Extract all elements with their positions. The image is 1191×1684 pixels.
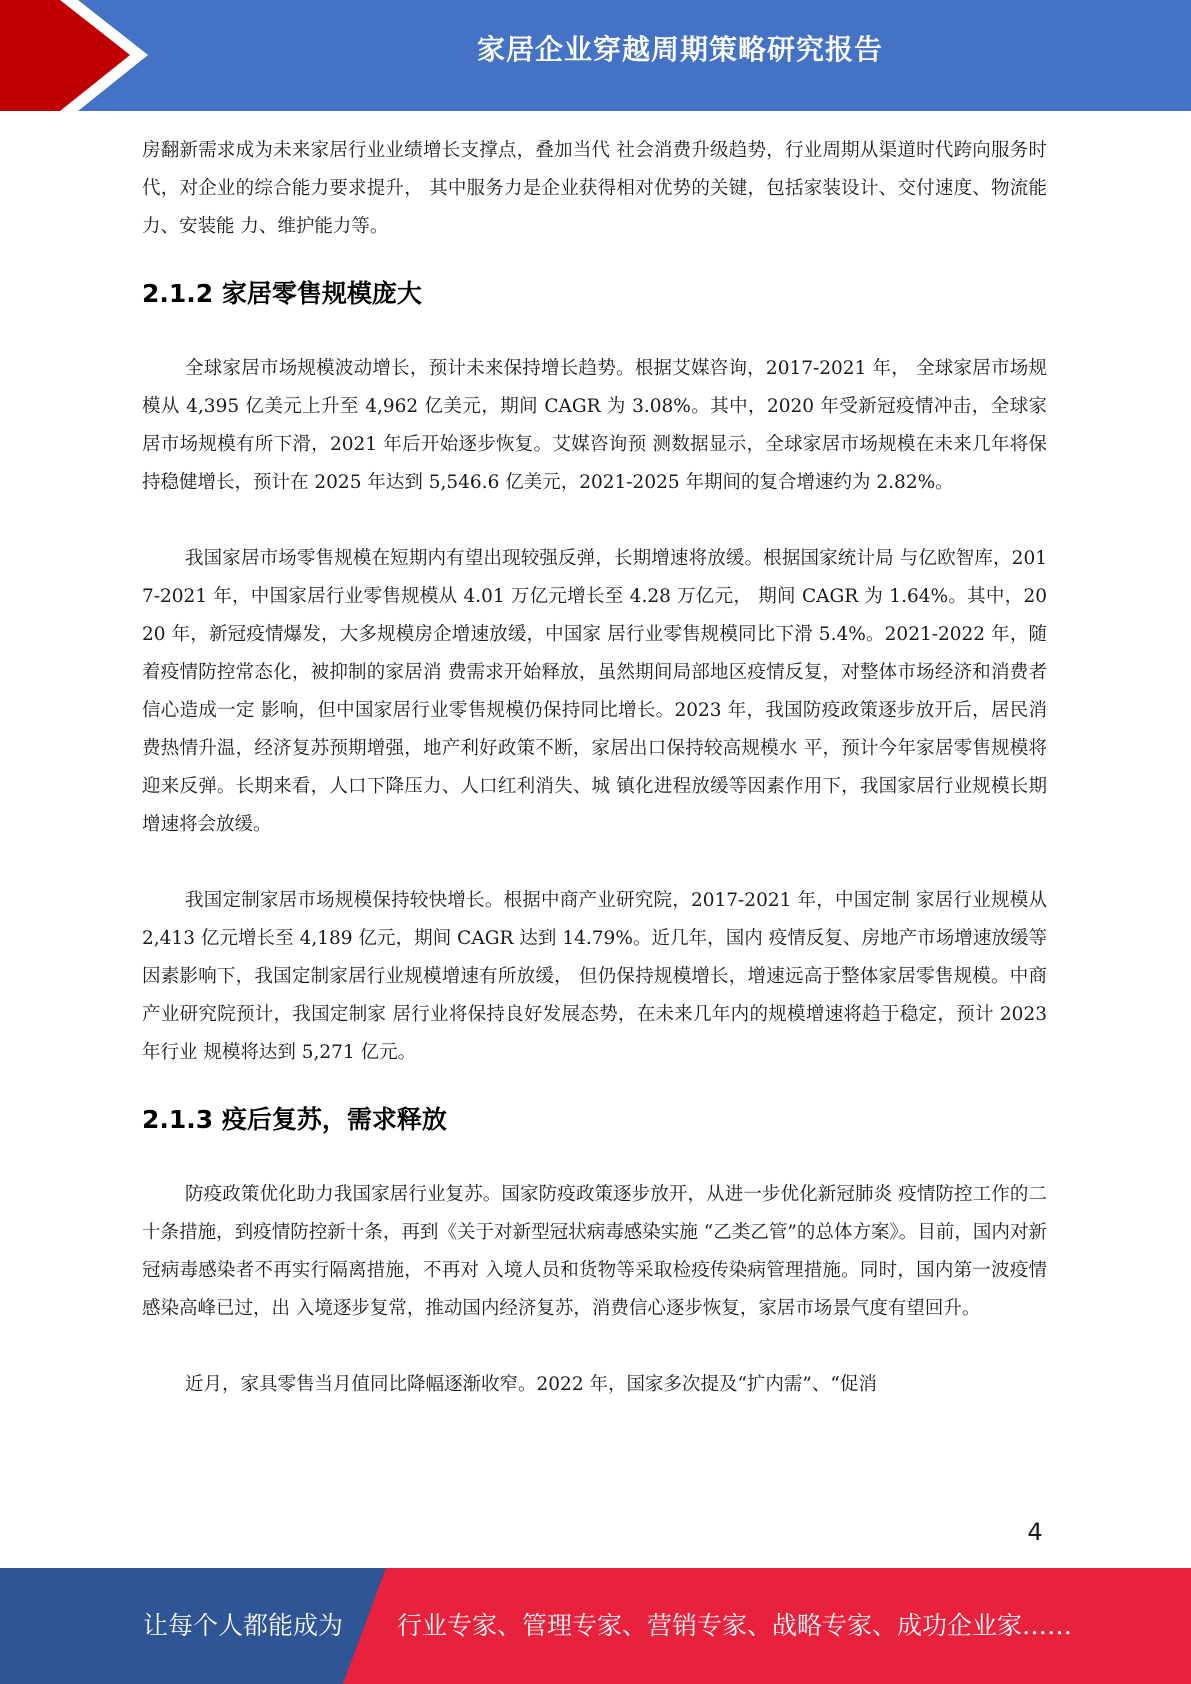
page-header: [0, 0, 1191, 111]
paragraph-global-market: 全球家居市场规模波动增长，预计未来保持增长趋势。根据艾媒咨询，2017-2021 年， 全球家居市场规模从 4,395 亿美元上升至 4,962 亿美元，期间 CAGR 为 3.08%。其中，2020 年受新冠疫情冲击，全球家居市场规模有所下滑，2021 年后开始逐步恢复。艾媒咨询预 测数据显示，全球家居市场规模在未来几年将保持稳健增长，预计在 2025 年达到 5,546.6 亿美元，2021-2025 年期间的复合增速约为 2.82%。: [142, 358, 1047, 493]
paragraph-custom-furniture: 我国定制家居市场规模保持较快增长。根据中商产业研究院，2017-2021 年，中国定制 家居行业规模从 2,413 亿元增长至 4,189 亿元，期间 CAGR 达到 14.79%。近几年，国内 疫情反复、房地产市场增速放缓等因素影响下，我国定制家居行业规模增速有所放缓， 但仍保持规模增长，增速远高于整体家居零售规模。中商产业研究院预计，我国定制家 居行业将保持良好发展态势，在未来几年内的规模增速将趋于稳定，预计 2023 年行业 规模将达到 5,271 亿元。: [142, 890, 1047, 1063]
paragraph-policy-recovery: 防疫政策优化助力我国家居行业复苏。国家防疫政策逐步放开，从进一步优化新冠肺炎 疫情防控工作的二十条措施，到疫情防控新十条，再到《关于对新型冠状病毒感染实施 “乙类乙管”的总体方案》。目前，国内对新冠病毒感染者不再实行隔离措施，不再对 入境人员和货物等采取检疫传染病管理措施。同时，国内第一波疫情感染高峰已过，出 入境逐步复常，推动国内经济复苏，消费信心逐步恢复，家居市场景气度有望回升。: [142, 1184, 1047, 1319]
footer-slogan-left: 让每个人都能成为: [143, 1611, 344, 1640]
paragraph-china-retail: 我国家居市场零售规模在短期内有望出现较强反弹，长期增速将放缓。根据国家统计局 与亿欧智库，2017-2021 年，中国家居行业零售规模从 4.01 万亿元增长至 4.28 万亿元， 期间 CAGR 为 1.64%。其中，2020 年，新冠疫情爆发，大多规模房企增速放缓，中国家 居行业零售规模同比下滑 5.4%。2021-2022 年，随着疫情防控常态化，被抑制的家居消 费需求开始释放，虽然期间局部地区疫情反复，对整体市场经济和消费者信心造成一定 影响，但中国家居行业零售规模仍保持同比增长。2023 年，我国防疫政策逐步放开后，居民消费热情升温，经济复苏预期增强，地产利好政策不断，家居出口保持较高规模水 平，预计今年家居零售规模将迎来反弹。长期来看，人口下降压力、人口红利消失、城 镇化进程放缓等因素作用下，我国家居行业规模长期增速将会放缓。: [142, 548, 1047, 835]
page-number: 4: [1027, 1518, 1043, 1546]
section-heading-2-1-3: 2.1.3 疫后复苏，需求释放: [142, 1105, 447, 1134]
report-title: 家居企业穿越周期策略研究报告: [476, 33, 883, 66]
section-heading-2-1-2: 2.1.2 家居零售规模庞大: [142, 279, 422, 308]
document-body: [142, 132, 1047, 1404]
footer-slogan-right: 行业专家、管理专家、营销专家、战略专家、成功企业家……: [397, 1611, 1073, 1640]
paragraph-retail-decline: 近月，家具零售当月值同比降幅逐渐收窄。2022 年，国家多次提及“扩内需”、“促消: [185, 1374, 877, 1395]
intro-paragraph: 房翻新需求成为未来家居行业业绩增长支撑点，叠加当代 社会消费升级趋势，行业周期从渠道时代跨向服务时代，对企业的综合能力要求提升， 其中服务力是企业获得相对优势的关键，包括家装设计、交付速度、物流能力、安装能 力、维护能力等。: [142, 140, 1047, 237]
page-footer: [0, 1568, 1191, 1684]
